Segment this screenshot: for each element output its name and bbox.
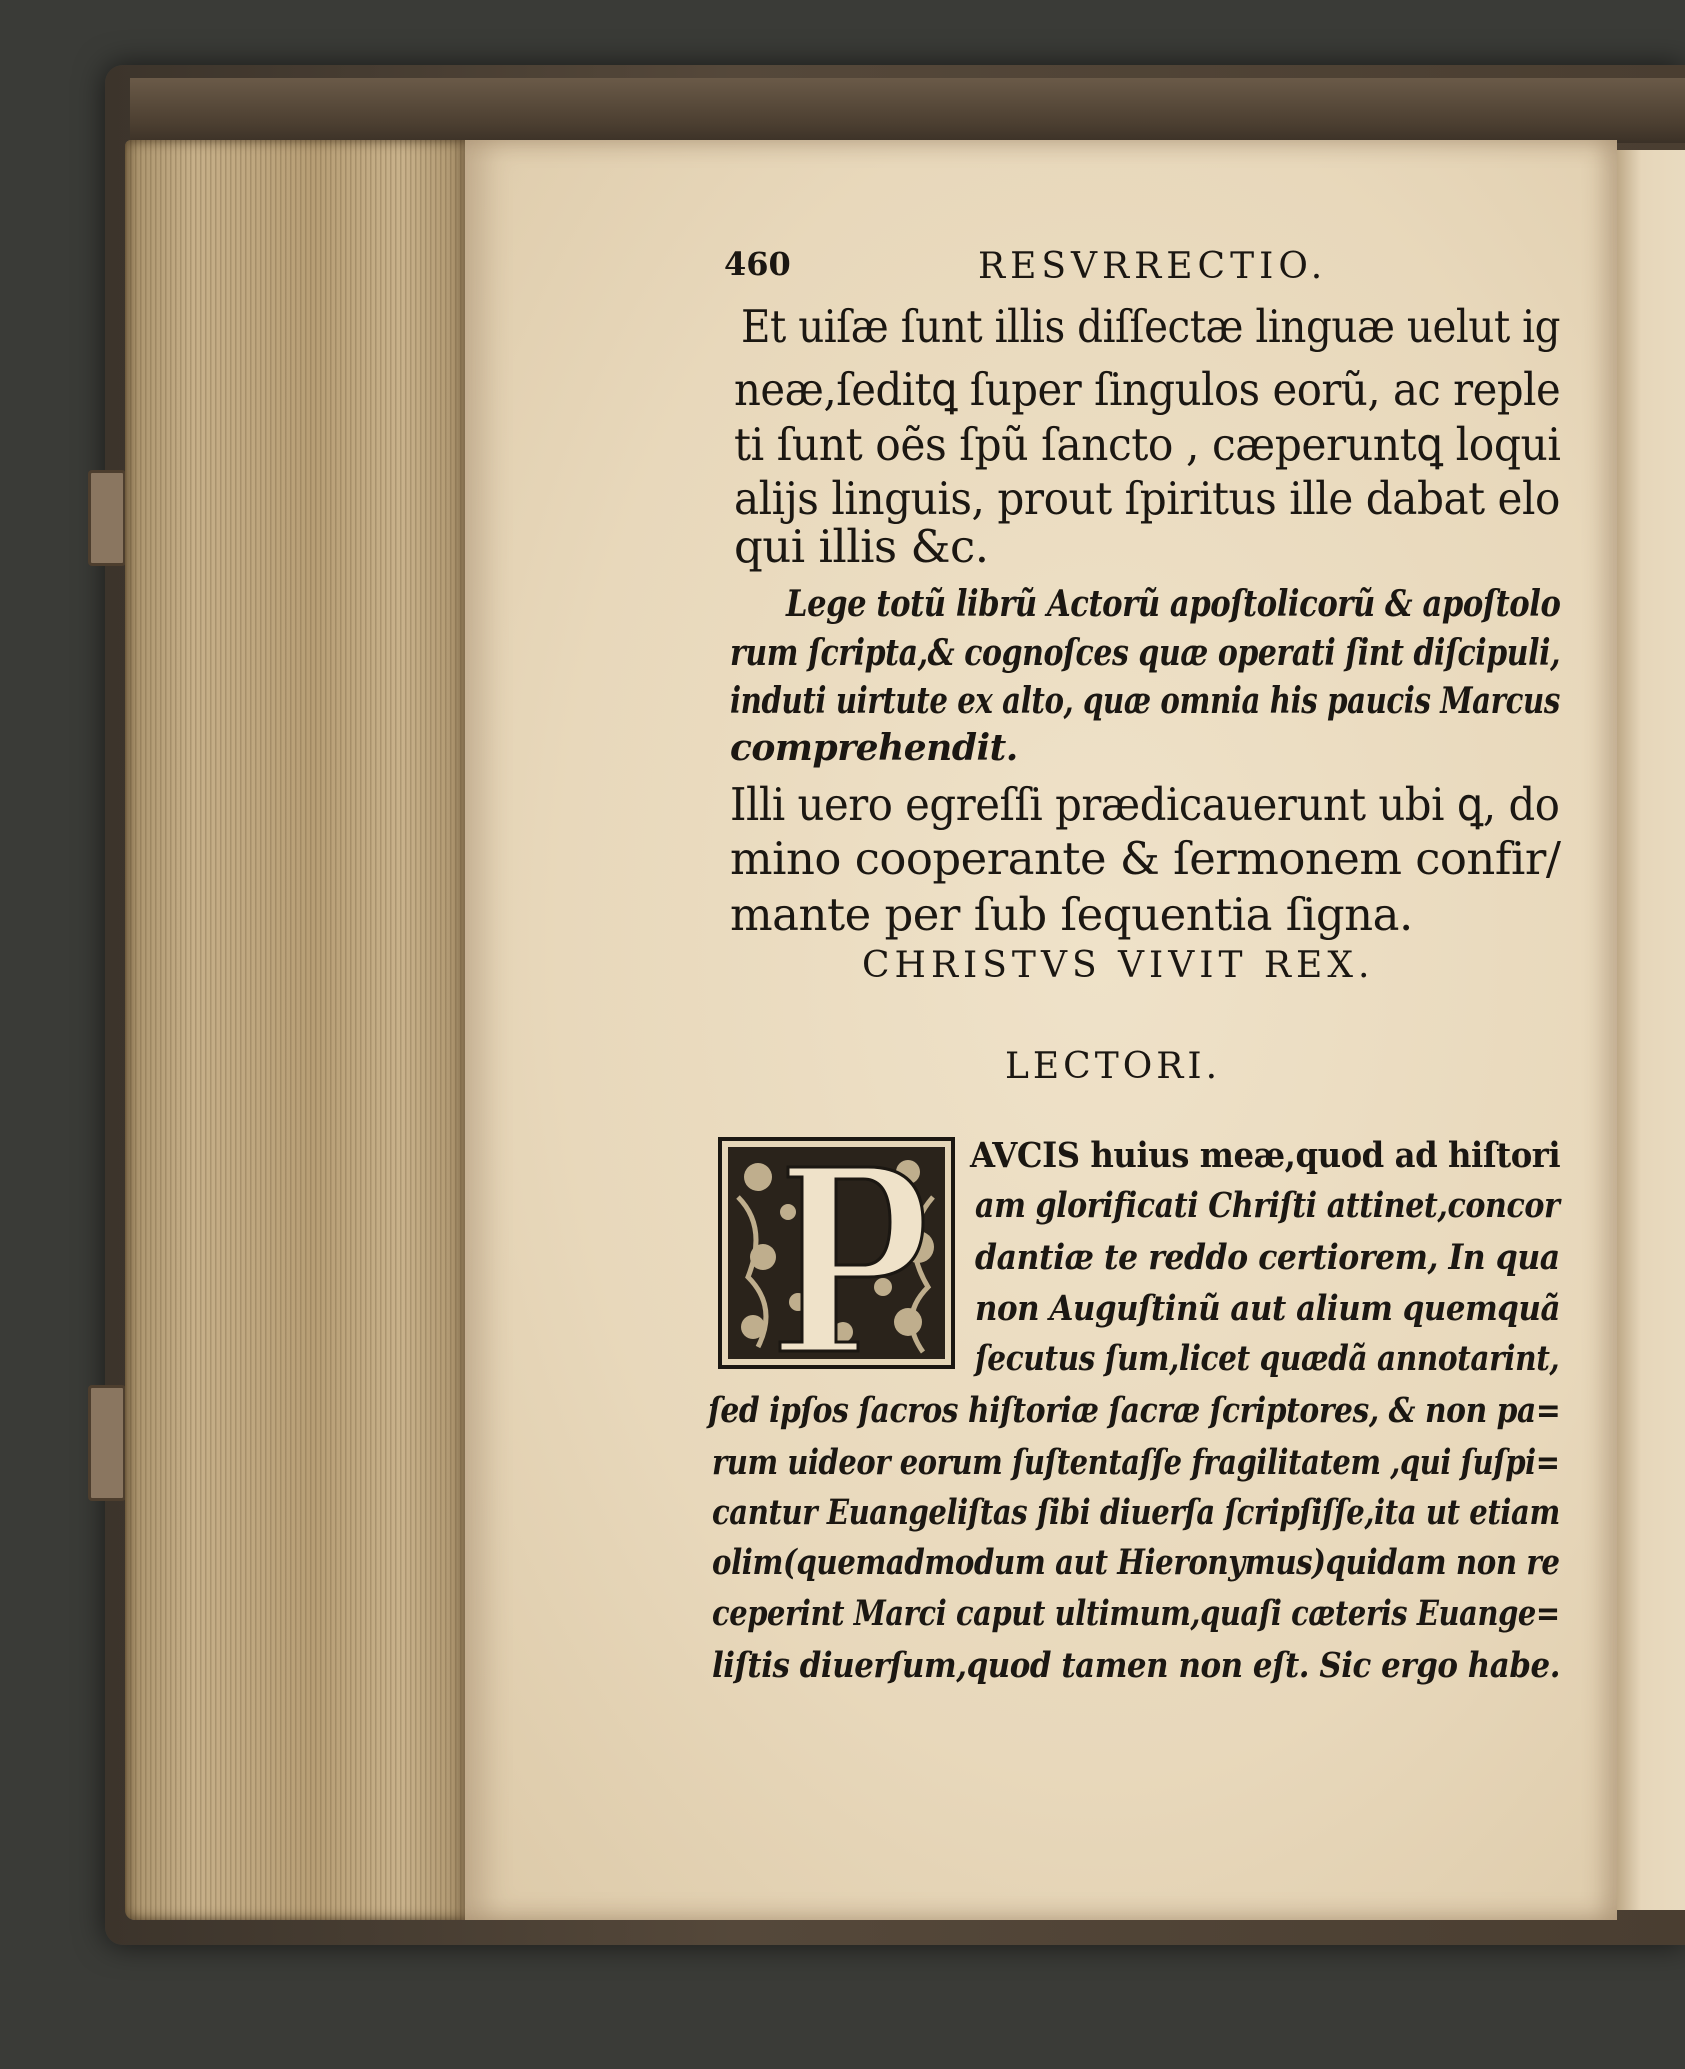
text-line: Et uiſæ ſunt illis diſſectæ linguæ uelut ig	[741, 300, 1561, 353]
book-cover-top-edge	[130, 78, 1685, 143]
lectori-line: olim(quemadmodum aut Hieronymus)quidam non re	[712, 1542, 1560, 1583]
lectori-line: rum uideor eorum ſuſtentaſſe fragilitatem ,qui ſuſpi=	[712, 1442, 1560, 1483]
clasp-lower	[88, 1385, 126, 1501]
text-line: mante per ſub ſequentia ſigna.	[730, 888, 1413, 941]
floral-initial-illustration	[718, 1137, 955, 1369]
lectori-line: liſtis diuerſum,quod tamen non eſt. Sic ergo habe.	[712, 1645, 1561, 1686]
lectori-line: ſecutus ſum,licet quædã annotarint,	[975, 1338, 1560, 1379]
text-line: alijs linguis, prout ſpiritus ille dabat elo	[734, 472, 1560, 525]
facing-page-edge	[1612, 150, 1685, 1910]
lectori-line: non Auguſtinũ aut alium quemquã	[975, 1288, 1561, 1329]
page-block-edge	[125, 140, 470, 1920]
gloss-line: comprehendit.	[730, 727, 1018, 769]
text-line: neæ,ſeditꝗ ſuper ſingulos eorũ, ac reple	[734, 363, 1561, 416]
text-line: Illi uero egreſſi prædicauerunt ubi ꝗ, do	[730, 778, 1560, 831]
lectori-line: ceperint Marci caput ultimum,quaſi cæteris Euange=	[712, 1593, 1560, 1634]
text-line: ti ſunt oẽs ſpũ ſancto , cæperuntꝗ loqui	[734, 418, 1561, 471]
text-line: qui illis &c.	[734, 520, 989, 573]
gloss-line: induti uirtute ex alto, quæ omnia his paucis Marcus	[730, 680, 1560, 722]
decorated-initial-p	[718, 1137, 955, 1369]
running-title: RESVRRECTIO.	[978, 246, 1328, 287]
lectori-line: AVCIS huius meæ,quod ad hiſtori	[970, 1135, 1561, 1176]
page-number: 460	[724, 245, 791, 283]
lectori-line: am glorificati Chriſti attinet,concor	[975, 1185, 1560, 1226]
gloss-line: Lege totũ librũ Actorũ apoſtolicorũ & apoſtolo	[786, 583, 1561, 625]
lectori-heading: LECTORI.	[1005, 1046, 1222, 1087]
closing-heading: CHRISTVS VIVIT REX.	[862, 945, 1375, 986]
lectori-line: cantur Euangeliſtas ſibi diuerſa ſcripſiſſe,ita ut etiam	[712, 1492, 1560, 1533]
clasp-upper	[88, 470, 126, 566]
lectori-line: dantiæ te reddo certiorem, In qua	[975, 1237, 1560, 1278]
gloss-line: rum ſcripta,& cognoſces quæ operati ſint diſcipuli,	[730, 632, 1561, 674]
lectori-line: ſed ipſos ſacros hiſtoriæ ſacræ ſcriptores, & non pa=	[708, 1390, 1561, 1431]
text-line: mino cooperante & ſermonem confir/	[730, 832, 1561, 885]
